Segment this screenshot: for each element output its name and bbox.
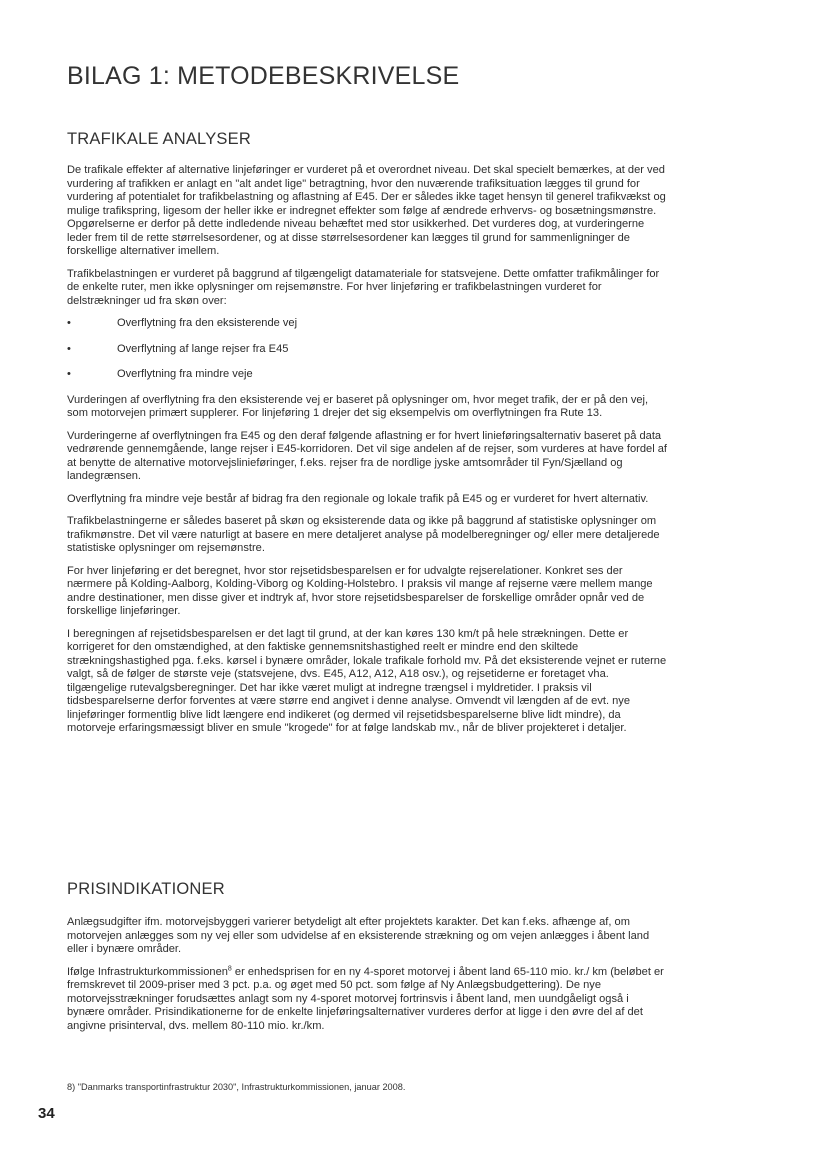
paragraph	[67, 966, 667, 1034]
paragraph: Anlægsudgifter ifm. motorvejsbyggeri varierer betydeligt alt efter projektets karakter. Det kan f.eks. afhænge af, om motorvejen anlægges som ny vej eller som udvidelse af en eksisterende strækning og om vejen anlægges i åbent land eller i bynære områder.	[67, 916, 650, 955]
bullet-list	[67, 317, 667, 382]
paragraph: For hver linjeføring er det beregnet, hvor stor rejsetidsbesparelsen er for udvalgte rejserelationer. Konkret ses der nærmere på Kolding-Aalborg, Kolding-Viborg og Kolding-Holstebro. I praksis vil mange af rejserne være mellem mange andre destinationer, men disse giver et indtryk af, hvor store rejsetidsbesparelser de forskellige områder opnår ved de forskellige linjeføringer.	[67, 564, 653, 617]
footnote-reference[interactable]: 8	[227, 964, 232, 972]
paragraph: I beregningen af rejsetidsbesparelsen er det lagt til grund, at der kan køres 130 km/t på hele strækningen. Dette er korrigeret for den omstændighed, at den faktiske gennemsnitshastighed reelt er mindre end den skiltede strækningshastighed pga. f.eks. kørsel i bynære områder, lokale trafikale forhold mv. På det eksisterende vejnet er ruterne valgt, så de følger de største veje (statsvejene, dvs. E45, A12, A12, A18 osv.), og rejsetiderne er foretaget vha. tilgængelige rutevalgsberegninger. Det har ikke været muligt at indregne trængsel i myldretider. I praksis vil tidsbesparelserne derfor forventes at være større end angivet i denne analyse. Omvendt vil længden af de evt. nye linjeføringer formentlig blive lidt længere end indikeret (og dermed vil rejsetidsbesparelserne blive lidt mindre), da motorveje erfaringsmæssigt bliver en smule "krogede" for at følge landskab mv., når de bliver projekteret i detaljer.	[67, 627, 667, 734]
page-title: BILAG 1: METODEBESKRIVELSE	[67, 62, 460, 90]
section-trafikale-analyser	[67, 130, 667, 745]
paragraph: Overflytning fra mindre veje består af bidrag fra den regionale og lokale trafik på E45 og er vurderet for hvert alternativ.	[67, 492, 649, 505]
list-item-text: Overflytning af lange rejser fra E45	[117, 342, 289, 355]
section-heading: TRAFIKALE ANALYSER	[67, 130, 251, 148]
paragraph: Vurderingerne af overflytningen fra E45 og den deraf følgende aflastning er for hvert linieføringsalternativ baseret på data vedrørende gennemgående, lange rejser i E45-korridoren. Det vil sige andelen af de rejser, som vurderes at have fordel af at benytte de alternative motorvejslinieføringer, f.eks. rejser fra de nordlige jyske amtsområder til Fyn/Sjælland og landegrænsen.	[67, 429, 668, 482]
list-item-text: Overflytning fra den eksisterende vej	[117, 317, 298, 329]
paragraph: De trafikale effekter af alternative linjeføringer er vurderet på et overordnet niveau. Det skal specielt bemærkes, at der ved vurdering af trafikken er anlagt en "alt andet lige" betragtning, hvor den nuværende trafiksituation lægges til grund for vurdering af potentialet for trafikbelastning og aflastning af E45. Der er således ikke taget hensyn til generel trafikvækst og mulige trafikspring, ligesom der heller ikke er indregnet effekter som følge af ændrede erhvervs- og bosætningsmønstre. Opgørelserne er derfor på dette indledende niveau behæftet med stor usikkerhed. Det vurderes dog, at vurderingerne leder frem til de rette størrelsesordener, og at disse størrelsesordener kan lægges til grund for sammenligninger de forskellige alternativer imellem.	[67, 164, 666, 257]
footnote: 8) "Danmarks transportinfrastruktur 2030", Infrastrukturkommissionen, januar 2008.	[67, 1082, 406, 1092]
section-heading: PRISINDIKATIONER	[67, 880, 225, 898]
paragraph-rest: er enhedsprisen for en ny 4-sporet motorvej i åbent land 65-110 mio. kr./ km (beløbet er fremskrevet til 2009-priser med 3 pct. p.a. og øget med 50 pct. som følge af Ny Anlægsbudgettering). De nye motorvejsstrækninger forudsættes anlagt som ny 4-sporet motorvej fortrinsvis i åbent land, men uundgåeligt også i bynære områder. Prisindikationerne for de enkelte linjeføringsalternativer vurderes derfor at ligge i den øvre del af det angivne prisinterval, dvs. mellem 80-110 mio. kr./km.	[67, 965, 664, 1032]
bullet-icon: •	[67, 342, 71, 355]
section-prisindikationer	[67, 880, 667, 1042]
list-item-text: Overflytning fra mindre veje	[117, 368, 253, 380]
bullet-icon: •	[67, 317, 71, 329]
list-item	[67, 343, 667, 357]
paragraph: Vurderingen af overflytning fra den eksisterende vej er baseret på oplysninger om, hvor meget trafik, der er på den vej, som motorvejen primært supplerer. For linjeføring 1 drejer det sig eksempelvis om overflytningen fra Rute 13.	[67, 393, 649, 419]
paragraph: Trafikbelastningen er vurderet på baggrund af tilgængeligt datamateriale for statsvejene. Dette omfatter trafikmålinger for de enkelte ruter, men ikke oplysninger om rejsemønstre. For hver linjeføring er trafikbelastningen vurderet for delstrækninger ud fra skøn over:	[67, 267, 660, 307]
bullet-icon: •	[67, 368, 71, 380]
paragraph: Trafikbelastningerne er således baseret på skøn og eksisterende data og ikke på baggrund af statistiske oplysninger om trafikmønstre. Det vil være naturligt at basere en mere detaljeret analyse på modelberegninger og/ eller mere detaljerede statistiske oplysninger om rejsemønstre.	[67, 515, 660, 554]
list-item	[67, 368, 667, 382]
page-number: 34	[38, 1105, 55, 1122]
paragraph-lead: Ifølge Infrastrukturkommissionen	[67, 965, 228, 978]
list-item	[67, 317, 667, 331]
